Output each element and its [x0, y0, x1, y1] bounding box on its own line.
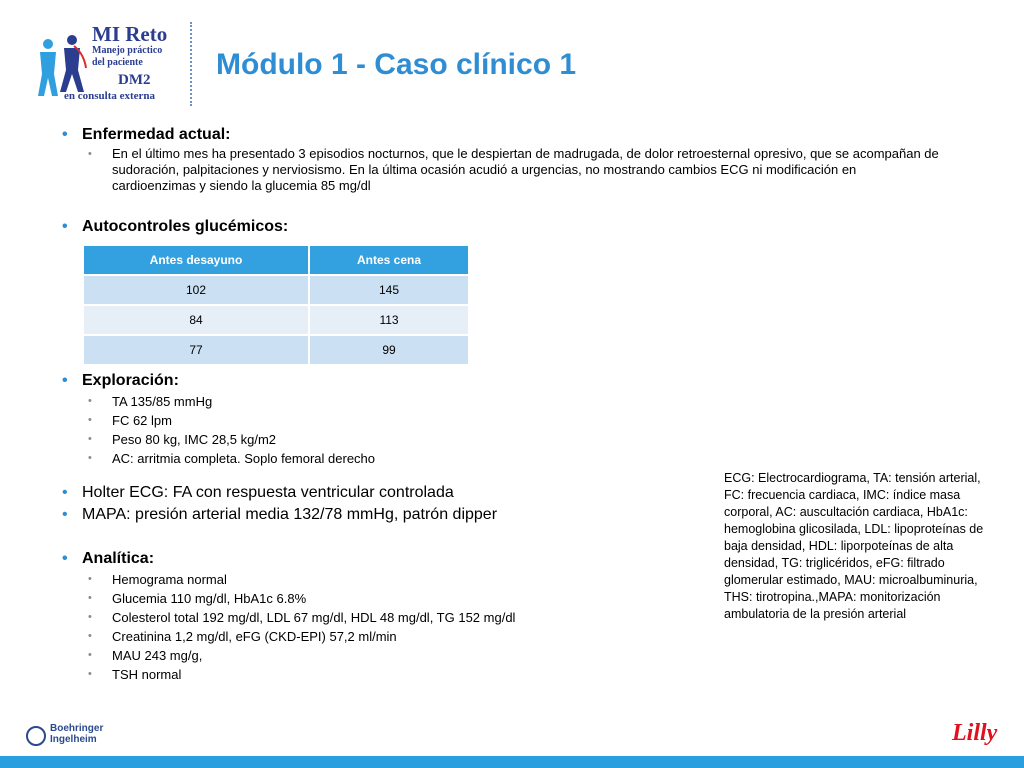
enfermedad-text: • En el último mes ha presentado 3 episodios nocturnos, que le despiertan de madrugada, de dolor retroesternal opresivo, que se acompañan de sudoración, palpitaciones y nerviosismo. En la última ocasión acudió a urgencias, no mostrando cambios ECG ni modificación en cardioenzimas y siendo la glucemia 85 mg/dl: [62, 146, 942, 194]
section-heading-autocontroles: • Autocontroles glucémicos:: [62, 216, 942, 238]
list-item: • FC 62 lpm: [62, 411, 942, 430]
section-heading-enfermedad: • Enfermedad actual:: [62, 124, 942, 146]
section-heading-exploracion: • Exploración:: [62, 370, 942, 392]
list-item: • MAU 243 mg/g,: [62, 646, 942, 665]
list-item: • TSH normal: [62, 665, 942, 684]
logo-subtitle: Manejo práctico del paciente: [92, 45, 163, 68]
list-item: • Glucemia 110 mg/dl, HbA1c 6.8%: [62, 589, 942, 608]
mapa-item: • MAPA: presión arterial media 132/78 mmHg, patrón dipper: [62, 504, 942, 526]
list-item: • Peso 80 kg, IMC 28,5 kg/m2: [62, 430, 942, 449]
table-row: [84, 275, 469, 305]
section-heading-analitica: • Analítica:: [62, 548, 942, 570]
lilly-logo: Lilly: [952, 720, 998, 746]
table-cell: 145: [309, 275, 469, 305]
table-cell: 102: [84, 275, 309, 305]
table-row: [84, 305, 469, 335]
page-title: Módulo 1 - Caso clínico 1: [216, 48, 577, 81]
table-cell: 84: [84, 305, 309, 335]
list-item: • Creatinina 1,2 mg/dl, eFG (CKD-EPI) 57,2 ml/min: [62, 627, 942, 646]
mi-reto-logo: [34, 20, 194, 108]
logo-dm2: DM2: [118, 72, 151, 88]
logo-title: MI Reto: [92, 22, 168, 46]
table-header-cell: Antes desayuno: [84, 246, 309, 275]
footer-bar: [0, 756, 1024, 768]
glucose-table: [84, 246, 470, 364]
table-cell: 99: [309, 335, 469, 364]
logo-tagline: en consulta externa: [64, 90, 156, 102]
holter-item: • Holter ECG: FA con respuesta ventricular controlada: [62, 482, 942, 504]
list-item: • Colesterol total 192 mg/dl, LDL 67 mg/dl, HDL 48 mg/dl, TG 152 mg/dl: [62, 608, 942, 627]
list-item: • TA 135/85 mmHg: [62, 392, 942, 411]
table-cell: 77: [84, 335, 309, 364]
boehringer-emblem-icon: [26, 726, 46, 746]
list-item: • Hemograma normal: [62, 570, 942, 589]
table-row: [84, 335, 469, 364]
table-cell: 113: [309, 305, 469, 335]
header-divider: [190, 22, 192, 106]
table-header-cell: Antes cena: [309, 246, 469, 275]
abbreviations-note: ECG: Electrocardiograma, TA: tensión arterial, FC: frecuencia cardiaca, IMC: índice masa corporal, AC: auscultación cardiaca, HbA1c: hemoglobina glicosilada, LDL: lipoproteínas de baja densidad, HDL: liporpoteínas de alta densidad, TG: triglicéridos, eFG: filtrado glomerular estimado, MAU: microalbuminuria, THS: tirotropina.,MAPA: monitorización ambulatoria de la presión arterial: [724, 471, 984, 621]
list-item: • AC: arritmia completa. Soplo femoral derecho: [62, 449, 942, 468]
